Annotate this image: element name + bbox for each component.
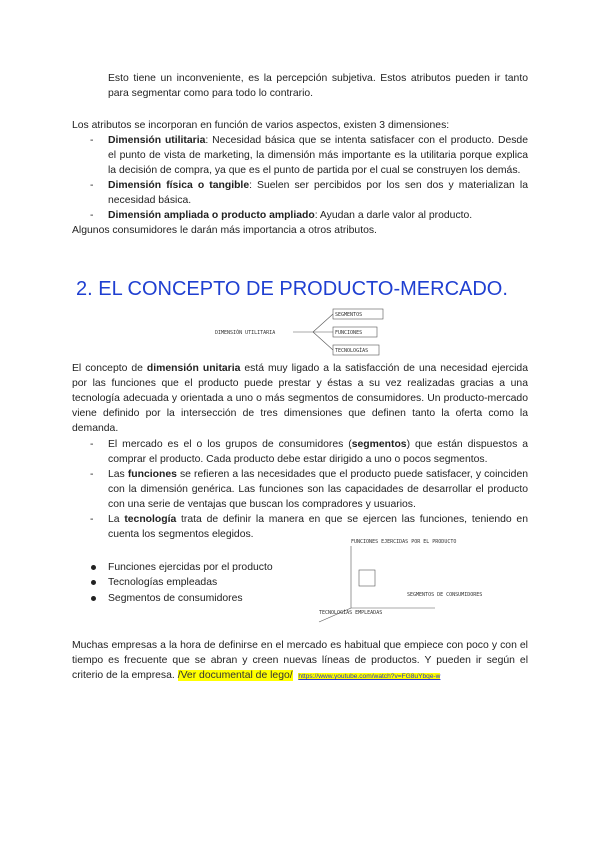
list-item [72, 560, 302, 575]
dash-marker: - [90, 514, 94, 525]
list-item [72, 575, 302, 590]
closing-paragraph [72, 638, 528, 684]
dash-marker: - [90, 439, 94, 450]
dash-marker: - [90, 210, 94, 221]
diagram-box-label: FUNCIONES [335, 330, 363, 336]
text-run: El mercado es el o los grupos de consumidores ( [108, 439, 352, 450]
video-link[interactable]: https://www.youtube.com/watch?v=FG8uYbqe-w [298, 673, 441, 680]
dash-marker: - [90, 135, 94, 146]
dimension-text: : Ayudan a darle valor al producto. [314, 210, 473, 221]
axis-bottom-label: TECNOLOGÍAS EMPLEADAS [319, 610, 383, 616]
text-run: La [108, 514, 125, 525]
intro-paragraph: Esto tiene un inconveniente, es la percepción subjetiva. Estos atributos pueden ir tanto para segmentar como para todo lo contrario. [108, 73, 528, 99]
dimension-term: Dimensión física o tangible [108, 180, 250, 191]
attributes-closing: Algunos consumidores le darán más importancia a otros atributos. [72, 225, 377, 236]
bold-term: dimensión unitaria [146, 363, 241, 374]
text-run: trata de definir la manera en que se ejercen las funciones, teniendo en cuenta los segmentos elegidos. [108, 514, 528, 540]
list-item [72, 591, 302, 606]
bullet-marker [91, 596, 96, 601]
dimension-text: : Necesidad básica que se intenta satisfacer con el producto. Desde el punto de vista de marketing, la dimensión más importante es la utilitaria porque explica la decisión de compra, ya que es el punto de partida por el cual se construyen los demás. [108, 135, 528, 176]
dimension-text: : Suelen ser percibidos por los sen dos y materializan la necesidad básica. [108, 180, 528, 206]
dash-marker: - [90, 180, 94, 191]
market-list [72, 437, 528, 542]
diagram-connector [313, 314, 333, 332]
diagram-box-label: TECNOLOGÍAS [335, 348, 369, 354]
list-item [72, 208, 528, 223]
axis-right-label: SEGMENTOS DE CONSUMIDORES [407, 592, 483, 598]
text-run: ) que están dispuestos a comprar el producto. Cada producto debe estar dirigido a uno o pocos segmentos. [108, 439, 529, 465]
section-heading: 2. EL CONCEPTO DE PRODUCTO-MERCADO. [76, 278, 508, 300]
bold-term: tecnología [124, 514, 177, 525]
product-market-diagram [205, 306, 405, 358]
text-run: se refieren a las necesidades que el producto puede satisfacer, y coinciden con la dimensión genérica. Las funciones son las capacidades de desarrollar el producto con una serie de ventajas que buscan los compradores y usuarios. [108, 469, 528, 510]
axis-top-label: FUNCIONES EJERCIDAS POR EL PRODUCTO [351, 539, 457, 545]
text-run: está muy ligado a la satisfacción de una necesidad ejercida por las funciones que el producto puede prestar y éstas a su vez realizadas gracias a una tecnología adecuada y orientada a uno o más segmentos de consumidores. Un producto-mercado viene definido por la intersección de tres dimensiones que definen tanto la oferta como la demanda. [72, 363, 528, 434]
attributes-paragraph: Los atributos se incorporan en función de varios aspectos, existen 3 dimensiones: [72, 120, 450, 131]
axes-diagram [305, 536, 483, 628]
diagram-left-label: DIMENSIÓN UTILITARIA [215, 330, 276, 336]
bullet-marker [91, 565, 96, 570]
bold-term: funciones [127, 469, 177, 480]
text-run: El concepto de [72, 363, 147, 374]
video-label: /Ver documental de lego/ [177, 670, 293, 681]
unitary-dimension-paragraph [72, 361, 528, 436]
axes-cube [359, 570, 375, 586]
list-item [72, 178, 528, 208]
dimension-bullets [72, 560, 302, 606]
list-item [72, 467, 528, 512]
list-item [72, 437, 528, 467]
dash-marker: - [90, 469, 94, 480]
text-run: Muchas empresas a la hora de definirse en el mercado es habitual que empiece con poco y con el tiempo es frecuente que se abran y creen nuevas líneas de productos. Y pueden ir según el criterio de la empresa. [72, 640, 528, 681]
text-run: Las [108, 469, 128, 480]
bullet-marker [91, 580, 96, 585]
bold-term: segmentos [351, 439, 407, 450]
diagram-box-label: SEGMENTOS [335, 312, 363, 318]
bullet-text: Tecnologías empleadas [108, 577, 218, 589]
bullet-text: Segmentos de consumidores [108, 592, 243, 604]
bullet-text: Funciones ejercidas por el producto [108, 562, 273, 573]
dimensions-list [72, 133, 528, 238]
dimension-term: Dimensión utilitaria [108, 135, 206, 146]
dimension-term: Dimensión ampliada o producto ampliado [108, 210, 315, 221]
list-item [72, 133, 528, 178]
diagram-connector [313, 332, 333, 350]
